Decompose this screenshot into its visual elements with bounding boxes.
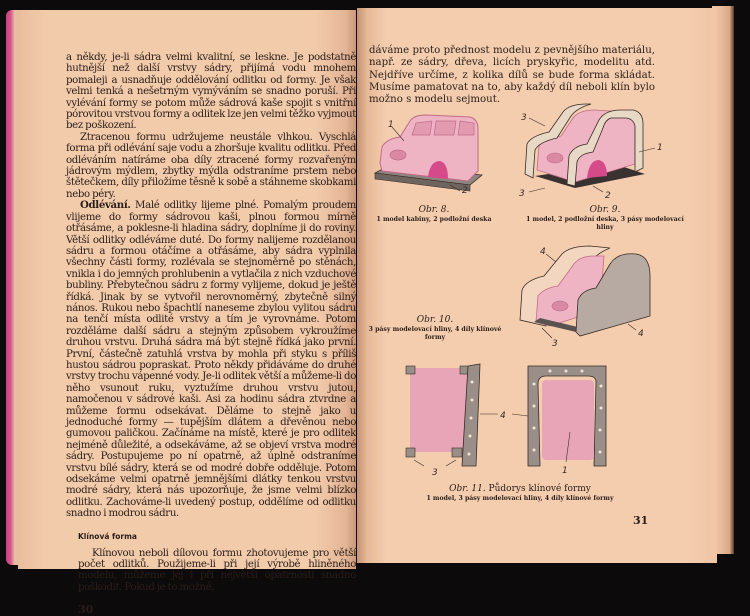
- figure-legend: 1 model, 3 pásy modelovací hliny, 4 díly klínové formy: [426, 495, 614, 502]
- figure-mark: 2: [605, 191, 611, 200]
- figure-mark: 1: [657, 143, 663, 153]
- figure-legend: 1 model, 2 podložní deska, 3 pásy modelovací hliny: [526, 216, 684, 231]
- paragraph-text: Malé odlitky lijeme plné. Pomalým proudem vlijeme do formy sádrovou kaši, plnou formou mírně otřásáme, a poklesne-li hladina sádry, doplníme ji do roviny. Větší odlitky odléváme duté. Do formy nalijeme rozdělanou sádru a formou otáčíme a otřásáme, aby sádra vyplnila všechny části formy, rozlévala se stejnoměrně po stěnách, vnikla i do jemných prohlubenin a vytlačila z nich vzduchové bubliny. Přebytečnou sádru z formy vylijeme, dokud je ještě řídká. Jinak by se vytvořil nerovnoměrný, zbytečně silný nános. Rukou nebo špachtlí naneseme zbylou vylitou sádru na tenčí místa odlité vrstvy a tím je vyrovnáme. Potom rozděláme další sádru a stejným způsobem vykroužíme druhou vrstvu. Druhá sádra má být stejně řídká jako první. První, částečně zatuhlá vrstva by mohla při styku s příliš hustou sádrou popraskat. Proto někdy přidáváme do druhé vrstvy trochu vápenné vody. Je-li odlitek větší a můžeme-li do něho vsunout ruku, vyztužíme druhou vrstvu jutou, namočenou v sádrové kaši. Asi za hodinu sádra ztvrdne a můžeme formu odsekávat. Děláme to stejně jako u jednoduché formy — tupějším dlátem a dřevěnou nebo gumovou paličkou. Začínáme na místě, které je pro odlitek nejméně důležité, a odsekáváme, až se objeví vrstva modré sádry. Postupujeme po ní opatrně, až úplně odstraníme vrstvu bílé sádry, která se od modré dobře odděluje. Potom odsekáme velmi opatrně jemnějšími dlátky tenkou vrstvu modré sádry, která nás upozorňuje, že jsme velmi blízko odlitku. Zachováme-li uvedený postup, oddělíme od odlitku snadno i modrou sádru.: [66, 200, 356, 520]
- grille: [547, 153, 563, 163]
- section-heading: Klínová forma: [78, 531, 137, 541]
- leader-line: [446, 460, 456, 466]
- paragraph: a někdy, je-li sádra velmi kvalitní, se leskne. Je podstatně hutnější než další vrstvy sádry, přijímá vodu mnohem pomaleji a usnadňuje oddělování odlitku od formy. Je však velmi tenká a nešetrným vymýváním se snadno poruší. Při vylévání formy se potom může sádrová kaše spojit s vnitřní pórovitou vrstvou formy a odlitek lze jen velmi těžko vyjmout bez poškození.: [66, 52, 356, 132]
- figure-9-caption: [520, 204, 690, 232]
- figure-mark: 3: [519, 189, 525, 199]
- figure-9-illustration: [515, 100, 685, 200]
- figure-title: Obr. 11.: [449, 484, 486, 494]
- figure-title: Obr. 10.: [416, 315, 454, 325]
- figure-mark: 4: [500, 411, 506, 421]
- leader-line: [529, 188, 545, 192]
- figure-mark: 1: [388, 120, 394, 130]
- figure-11-illustration: [400, 362, 625, 480]
- figure-legend: 3 pásy modelovací hliny, 4 díly klínové formy: [368, 326, 502, 341]
- paragraph: Ztracenou formu udržujeme neustále vlhkou. Vyschlá forma při odlévání saje vodu a zhoršuje kvalitu odlitku. Před odléváním natíráme oba díly ztracené formy rozvařeným jádrovým mýdlem, zbytky mýdla odstraníme prstem nebo štětečkem, díly přiložíme těsně k sobě a stáhneme skobkami nebo péry.: [66, 131, 356, 200]
- figure-subtitle: Půdorys klínové formy: [488, 484, 591, 494]
- figure-mark: 1: [562, 466, 568, 476]
- clay-strip: [406, 448, 415, 457]
- figure-11-caption: [400, 483, 640, 503]
- run-in-heading: Odlévání.: [80, 199, 131, 212]
- page-number-left: 30: [78, 603, 94, 616]
- leader-line: [414, 460, 424, 466]
- page-number-right: 31: [633, 514, 649, 527]
- figure-mark: 3: [521, 113, 527, 123]
- figure-mark: 2: [462, 186, 468, 195]
- right-body-text: [369, 45, 655, 106]
- cabin-windows: [412, 121, 474, 135]
- leader-line: [542, 328, 552, 338]
- leader-line: [546, 254, 556, 262]
- figure-mark: 4: [540, 247, 546, 257]
- paragraph: dáváme proto přednost modelu z pevnějšího materiálu, např. ze sádry, dřeva, licích pryskyřic, modelitu atd. Nejdříve určíme, z kolika dílů se bude forma skládat. Musíme pamatovat na to, aby každý díl neboli klín bylo možno s modelu sejmout.: [369, 45, 655, 106]
- figure-title: Obr. 8.: [418, 205, 450, 215]
- figure-10-caption: [366, 314, 504, 342]
- leader-line: [512, 414, 528, 416]
- section-body-text: [78, 548, 356, 594]
- clay-strip: [452, 448, 462, 457]
- figure-title: Obr. 9.: [589, 205, 621, 215]
- paragraph: Klínovou neboli dílovou formu zhotovujeme pro větší počet odlitků. Použijeme-li při její výrobě hliněného modelu, můžeme jej i při největší opatrnosti snadno poškodit. Pokud je to možné,: [78, 547, 356, 593]
- left-page-column: [66, 52, 356, 616]
- figure-mark: 4: [638, 329, 644, 339]
- clay-strip: [406, 366, 415, 374]
- leader-line: [529, 118, 545, 126]
- leader-line: [628, 324, 636, 330]
- figure-legend: 1 model kabiny, 2 podložní deska: [376, 216, 492, 223]
- grille: [390, 150, 406, 160]
- figure-mark: 3: [432, 468, 438, 478]
- figure-8-illustration: [370, 105, 500, 195]
- left-body-text: [66, 52, 356, 520]
- leader-line: [593, 186, 603, 192]
- figure-mark: 3: [552, 339, 558, 349]
- figure-10-illustration: [510, 240, 660, 350]
- paragraph-odlevani: [66, 200, 356, 519]
- grille: [552, 301, 568, 311]
- figure-8-caption: [364, 204, 504, 224]
